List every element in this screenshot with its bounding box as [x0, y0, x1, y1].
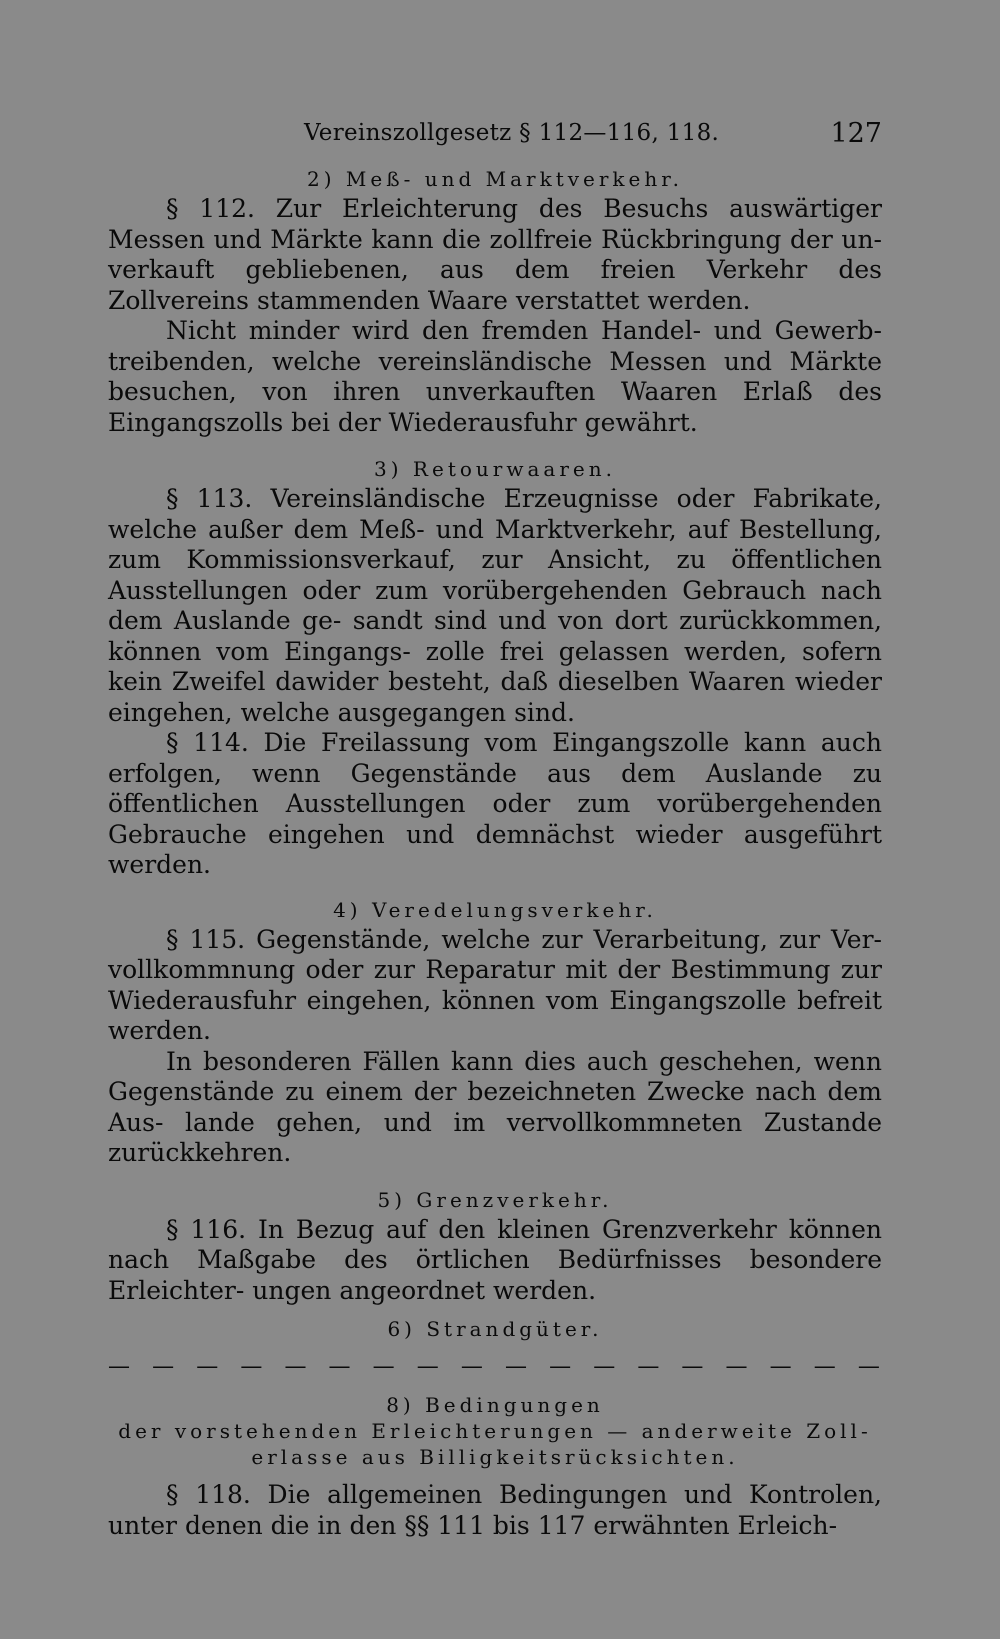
paragraph-112: § 112. Zur Erleichterung des Besuchs auswärtiger Messen und Märkte kann die zollfreie Rückbringung der un- verkauft gebliebenen, aus dem freien Verkehr des Zollvereins stammenden Waare verstattet werden. [108, 194, 882, 315]
heading-bedingungen-line1: 8) Bedingungen [386, 1393, 604, 1417]
heading-bedingungen-line2: der vorstehenden Erleichterungen — anderweite Zoll- erlasse aus Billigkeitsrücksichten. [118, 1419, 872, 1469]
paragraph-115-continued: In besonderen Fällen kann dies auch geschehen, wenn Gegenstände zu einem der bezeichneten Zwecke nach dem Aus- lande gehen, und im vervollkommneten Zustande zurückkehren. [108, 1046, 882, 1167]
heading-bedingungen [108, 1392, 882, 1470]
paragraph-113: § 113. Vereinsländische Erzeugnisse oder Fabrikate, welche außer dem Meß- und Marktverkehr, auf Bestellung, zum Kommissionsverkauf, zur Ansicht, zu öffentlichen Ausstellungen oder zum vorübergehenden Gebrauch nach dem Auslande ge- sandt sind und von dort zurückkommen, können vom Eingangs- zolle frei gelassen werden, sofern kein Zweifel dawider besteht, daß dieselben Waaren wieder eingehen, welche ausgegangen sind. [108, 484, 882, 727]
heading-strandgueter: 6) Strandgüter. [387, 1317, 603, 1341]
page-number: 127 [830, 118, 882, 149]
text-column [108, 110, 882, 1541]
paragraph-115: § 115. Gegenstände, welche zur Verarbeitung, zur Ver- vollkommnung oder zur Reparatur mit der Bestimmung zur Wiederausfuhr eingehen, können vom Eingangszolle befreit werden. [108, 924, 882, 1045]
paragraph-116: § 116. In Bezug auf den kleinen Grenzverkehr können nach Maßgabe des örtlichen Bedürfnisses besondere Erleichter- ungen angeordnet werden. [108, 1214, 882, 1305]
paragraph-118: § 118. Die allgemeinen Bedingungen und Kontrolen, unter denen die in den §§ 111 bis 117 erwähnten Erleich- [108, 1480, 882, 1540]
heading-veredelungsverkehr: 4) Veredelungsverkehr. [333, 897, 657, 922]
running-head [108, 110, 882, 150]
paragraph-112-continued: Nicht minder wird den fremden Handel- und Gewerb- treibenden, welche vereinsländische Messen und Märkte besuchen, von ihren unverkauften Waaren Erlaß des Eingangszolls bei der Wiederausfuhr gewährt. [108, 316, 882, 437]
heading-retourwaaren: 3) Retourwaaren. [374, 457, 616, 481]
omission-dash-line: — — — — — — — — — — — — — — — — — — [108, 1354, 882, 1378]
paragraph-114: § 114. Die Freilassung vom Eingangszolle kann auch erfolgen, wenn Gegenstände aus dem Auslande zu öffentlichen Ausstellungen oder zum vorübergehenden Gebrauche eingehen und demnächst wieder ausgeführt werden. [108, 728, 882, 879]
heading-grenzverkehr: 5) Grenzverkehr. [377, 1187, 613, 1212]
running-title: Vereinszollgesetz § 112—116, 118. [304, 120, 720, 146]
heading-messverkehr: 2) Meß- und Marktverkehr. [307, 167, 683, 191]
